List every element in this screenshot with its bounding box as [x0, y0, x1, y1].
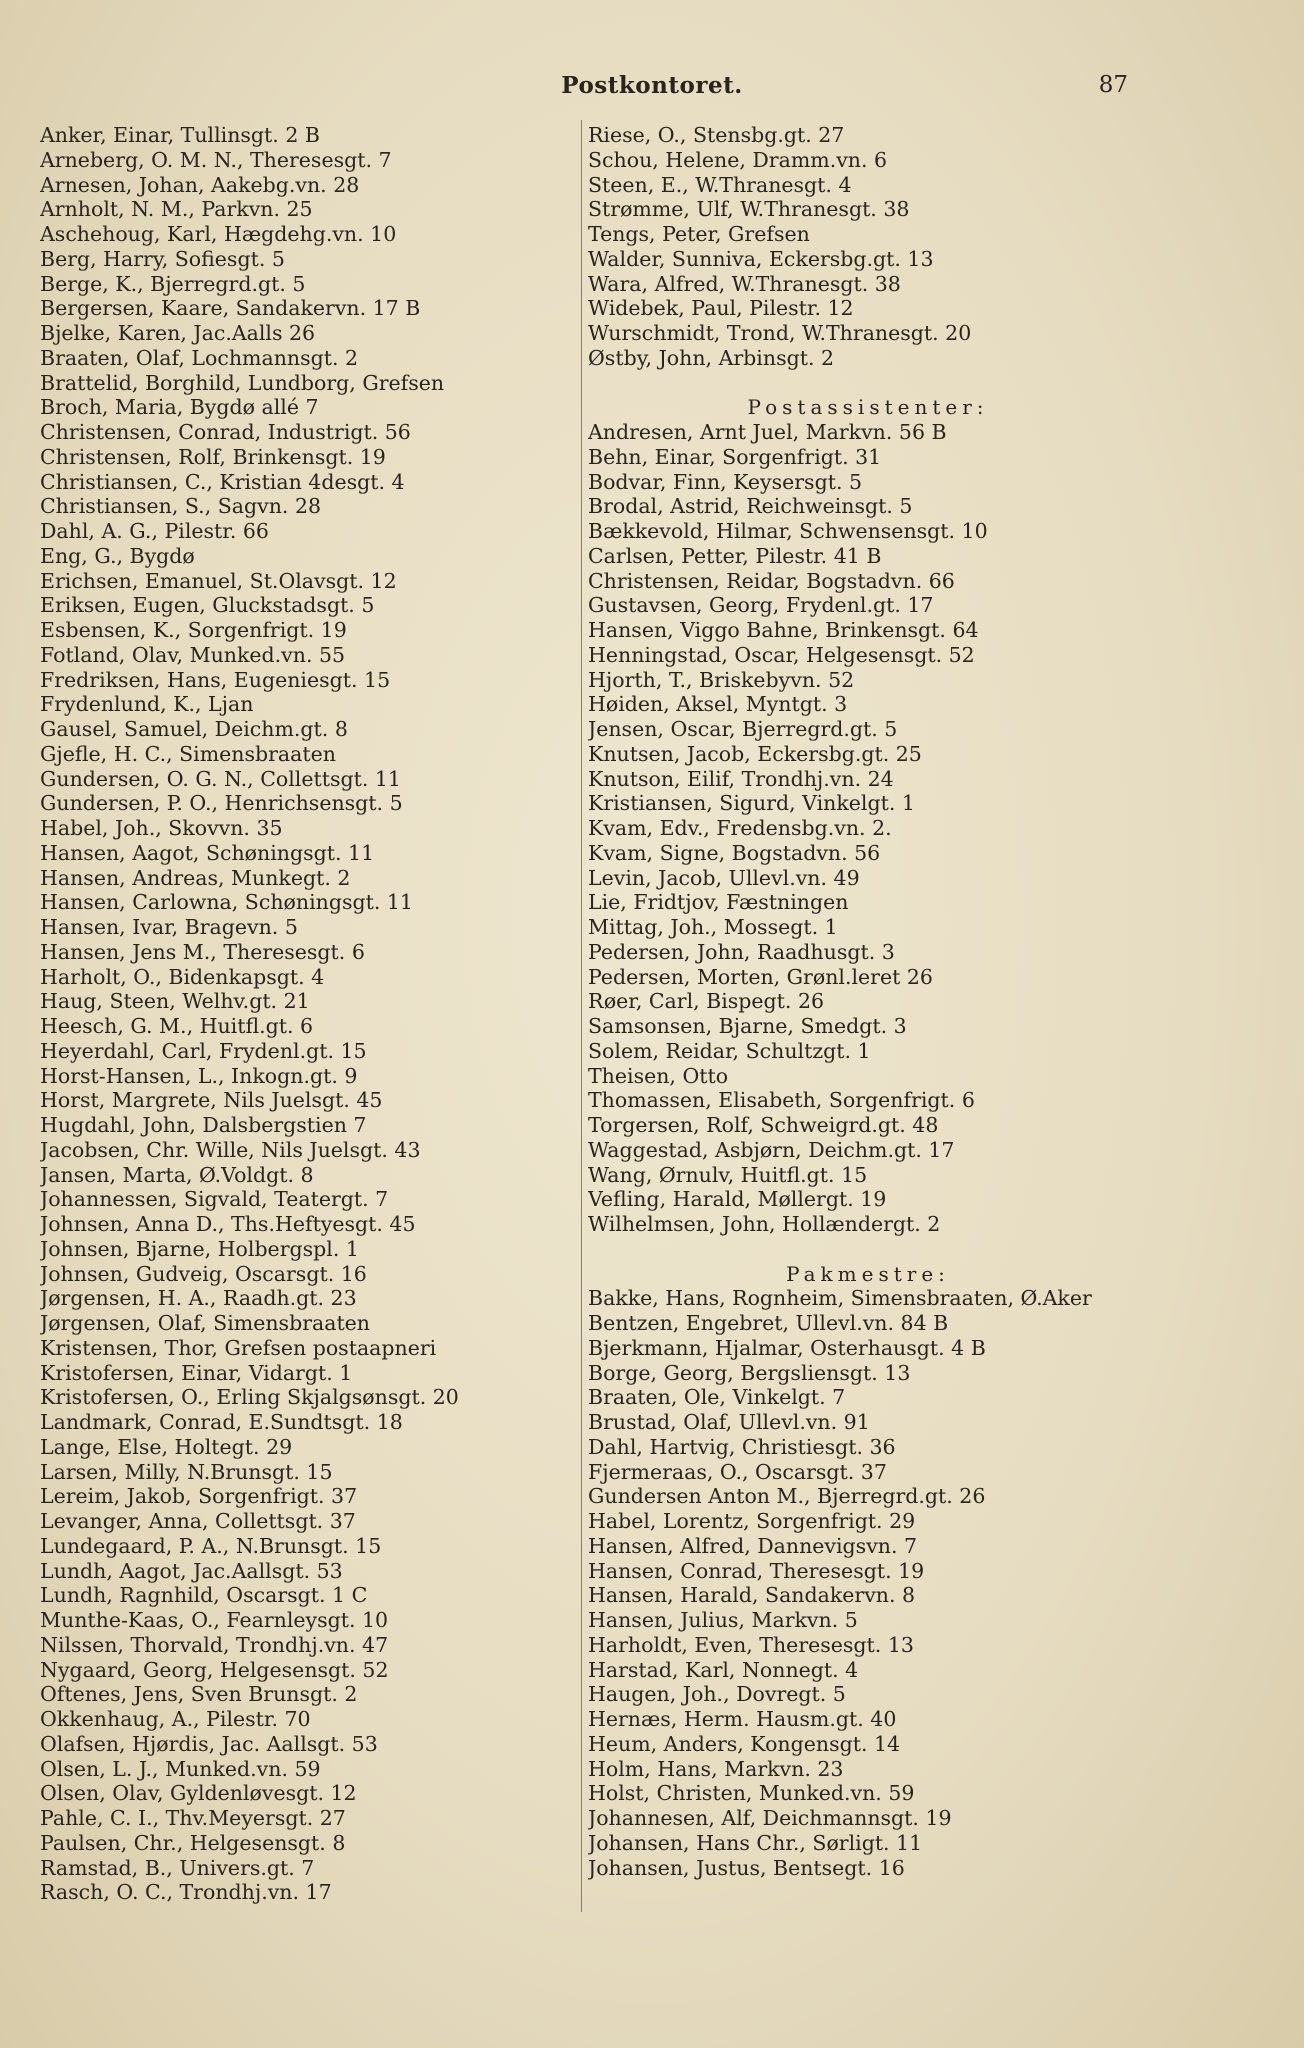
directory-entry: Paulsen, Chr., Helgesensgt. 8	[40, 1830, 346, 1855]
directory-entry: Andresen, Arnt Juel, Markvn. 56 B	[588, 420, 947, 444]
directory-entry: Thomassen, Elisabeth, Sorgenfrigt. 6	[588, 1088, 975, 1113]
directory-entry: Heesch, G. M., Huitfl.gt. 6	[40, 1014, 314, 1038]
directory-entry: Gausel, Samuel, Deichm.gt. 8	[40, 717, 348, 741]
directory-entry: Vefling, Harald, Møllergt. 19	[588, 1187, 887, 1212]
directory-entry: Johnsen, Gudveig, Oscarsgt. 16	[40, 1261, 367, 1286]
directory-entry: Horst, Margrete, Nils Juelsgt. 45	[40, 1088, 383, 1113]
directory-entry: Wilhelmsen, John, Hollændergt. 2	[588, 1212, 941, 1236]
directory-entry: Torgersen, Rolf, Schweigrd.gt. 48	[588, 1113, 939, 1137]
directory-entry: Lundegaard, P. A., N.Brunsgt. 15	[40, 1533, 382, 1558]
directory-entry: Høiden, Aksel, Myntgt. 3	[588, 692, 848, 717]
directory-entry: Kvam, Edv., Fredensbg.vn. 2.	[588, 816, 892, 840]
directory-entry: Lundh, Aagot, Jac.Aallsgt. 53	[40, 1558, 343, 1583]
directory-entry: Levanger, Anna, Collettsgt. 37	[40, 1509, 356, 1533]
directory-entry: Bergersen, Kaare, Sandakervn. 17 B	[40, 296, 421, 321]
directory-entry: Waggestad, Asbjørn, Deichm.gt. 17	[588, 1137, 955, 1162]
directory-entry: Kristofersen, O., Erling Skjalgsønsgt. 20	[40, 1385, 459, 1410]
directory-entry: Levin, Jacob, Ullevl.vn. 49	[588, 865, 860, 890]
directory-entry: Arnesen, Johan, Aakebg.vn. 28	[40, 172, 360, 197]
directory-entry: Esbensen, K., Sorgenfrigt. 19	[40, 618, 347, 642]
directory-entry: Knutson, Eilif, Trondhj.vn. 24	[588, 766, 894, 791]
directory-entry: Knutsen, Jacob, Eckersbg.gt. 25	[588, 741, 922, 766]
directory-entry: Lundh, Ragnhild, Oscarsgt. 1 C	[40, 1583, 368, 1608]
directory-entry: Bakke, Hans, Rognheim, Simensbraaten, Ø.Aker	[588, 1286, 1092, 1311]
directory-entry: Walder, Sunniva, Eckersbg.gt. 13	[588, 246, 934, 271]
directory-entry: Christensen, Rolf, Brinkensgt. 19	[40, 444, 386, 469]
directory-entry: Hjorth, T., Briskebyvn. 52	[588, 667, 855, 692]
directory-entry: Fotland, Olav, Munked.vn. 55	[40, 642, 346, 667]
directory-entry: Frydenlund, K., Ljan	[40, 692, 254, 717]
directory-entry: Jørgensen, H. A., Raadh.gt. 23	[40, 1286, 357, 1311]
column-divider	[581, 120, 582, 1912]
directory-entry: Harstad, Karl, Nonnegt. 4	[588, 1657, 859, 1682]
directory-entry: Jørgensen, Olaf, Simensbraaten	[40, 1311, 371, 1335]
directory-entry: Fjermeraas, O., Oscarsgt. 37	[588, 1459, 887, 1484]
directory-entry: Kristofersen, Einar, Vidargt. 1	[40, 1360, 353, 1385]
directory-entry: Haug, Steen, Welhv.gt. 21	[40, 989, 310, 1014]
directory-entry: Olsen, L. J., Munked.vn. 59	[40, 1756, 321, 1781]
directory-entry: Christensen, Conrad, Industrigt. 56	[40, 420, 411, 444]
directory-entry: Østby, John, Arbinsgt. 2	[588, 345, 835, 370]
directory-entry: Lange, Else, Holtegt. 29	[40, 1434, 293, 1459]
directory-entry: Wang, Ørnulv, Huitfl.gt. 15	[588, 1162, 868, 1187]
directory-entry: Hansen, Julius, Markvn. 5	[588, 1608, 858, 1632]
directory-entry: Horst-Hansen, L., Inkogn.gt. 9	[40, 1063, 358, 1088]
directory-entry: Samsonsen, Bjarne, Smedgt. 3	[588, 1014, 907, 1038]
directory-entry: Heum, Anders, Kongensgt. 14	[588, 1731, 901, 1756]
directory-entry: Johnsen, Bjarne, Holbergspl. 1	[40, 1236, 359, 1261]
directory-entry: Borge, Georg, Bergsliensgt. 13	[588, 1360, 911, 1385]
directory-entry: Carlsen, Petter, Pilestr. 41 B	[588, 543, 882, 568]
directory-entry: Munthe-Kaas, O., Fearnleysgt. 10	[40, 1608, 389, 1632]
directory-entry: Eriksen, Eugen, Gluckstadsgt. 5	[40, 593, 375, 618]
directory-entry: Hansen, Jens M., Theresesgt. 6	[40, 939, 365, 964]
directory-entry: Braaten, Olaf, Lochmannsgt. 2	[40, 345, 359, 370]
directory-entry: Lie, Fridtjov, Fæstningen	[588, 890, 849, 915]
directory-entry: Pedersen, Morten, Grønl.leret 26	[588, 964, 933, 989]
directory-entry: Aschehoug, Karl, Hægdehg.vn. 10	[40, 222, 397, 246]
directory-entry: Gundersen, P. O., Henrichsensgt. 5	[40, 791, 403, 816]
directory-entry: Holst, Christen, Munked.vn. 59	[588, 1781, 915, 1806]
continued-list	[588, 123, 1148, 371]
directory-entry: Christiansen, C., Kristian 4desgt. 4	[40, 469, 405, 494]
directory-entry: Dahl, A. G., Pilestr. 66	[40, 519, 269, 543]
directory-entry: Kristiansen, Sigurd, Vinkelgt. 1	[588, 791, 915, 816]
directory-entry: Hansen, Carlowna, Schøningsgt. 11	[40, 890, 413, 915]
directory-entry: Mittag, Joh., Mossegt. 1	[588, 915, 838, 939]
directory-entry: Bækkevold, Hilmar, Schwensensgt. 10	[588, 519, 988, 543]
postassistenter-list	[588, 420, 1148, 1237]
directory-entry: Olsen, Olav, Gyldenløvesgt. 12	[40, 1781, 357, 1806]
directory-entry: Wara, Alfred, W.Thranesgt. 38	[588, 271, 901, 296]
directory-entry: Wurschmidt, Trond, W.Thranesgt. 20	[588, 321, 972, 345]
directory-entry: Arneberg, O. M. N., Theresesgt. 7	[40, 147, 392, 172]
postassistenter-heading: Postassistenter:	[747, 395, 989, 420]
directory-entry: Johnsen, Anna D., Ths.Heftyesgt. 45	[40, 1212, 416, 1236]
directory-entry: Strømme, Ulf, W.Thranesgt. 38	[588, 197, 910, 222]
directory-entry: Brodal, Astrid, Reichweinsgt. 5	[588, 494, 913, 519]
directory-entry: Gundersen, O. G. N., Collettsgt. 11	[40, 766, 401, 791]
directory-entry: Hansen, Aagot, Schøningsgt. 11	[40, 840, 375, 865]
directory-entry: Riese, O., Stensbg.gt. 27	[588, 123, 845, 147]
directory-entry: Brattelid, Borghild, Lundborg, Grefsen	[40, 370, 445, 395]
directory-entry: Hansen, Alfred, Dannevigsvn. 7	[588, 1533, 918, 1558]
directory-entry: Behn, Einar, Sorgenfrigt. 31	[588, 444, 882, 469]
directory-entry: Harholt, O., Bidenkapsgt. 4	[40, 964, 325, 989]
directory-entry: Bjerkmann, Hjalmar, Osterhausgt. 4 B	[588, 1335, 986, 1360]
directory-entry: Dahl, Hartvig, Christiesgt. 36	[588, 1434, 896, 1459]
page-header	[0, 72, 1304, 112]
directory-entry: Hernæs, Herm. Hausm.gt. 40	[588, 1707, 897, 1731]
directory-entry: Hansen, Ivar, Bragevn. 5	[40, 915, 298, 939]
directory-entry: Kvam, Signe, Bogstadvn. 56	[588, 840, 881, 865]
directory-entry: Fredriksen, Hans, Eugeniesgt. 15	[40, 667, 391, 692]
directory-entry: Olafsen, Hjørdis, Jac. Aallsgt. 53	[40, 1731, 378, 1756]
directory-entry: Habel, Lorentz, Sorgenfrigt. 29	[588, 1509, 916, 1533]
directory-entry: Pahle, C. I., Thv.Meyersgt. 27	[40, 1806, 346, 1830]
directory-entry: Johansen, Hans Chr., Sørligt. 11	[588, 1830, 923, 1855]
directory-entry: Johansen, Justus, Bentsegt. 16	[588, 1855, 905, 1880]
directory-entry: Holm, Hans, Markvn. 23	[588, 1756, 844, 1781]
directory-entry: Landmark, Conrad, E.Sundtsgt. 18	[40, 1410, 403, 1434]
directory-entry: Tengs, Peter, Grefsen	[588, 222, 810, 246]
directory-entry: Gustavsen, Georg, Frydenl.gt. 17	[588, 593, 934, 618]
directory-entry: Broch, Maria, Bygdø allé 7	[40, 395, 319, 420]
directory-entry: Oftenes, Jens, Sven Brunsgt. 2	[40, 1682, 358, 1707]
directory-entry: Christensen, Reidar, Bogstadvn. 66	[588, 568, 955, 593]
directory-entry: Okkenhaug, A., Pilestr. 70	[40, 1707, 311, 1731]
directory-entry: Nygaard, Georg, Helgesensgt. 52	[40, 1657, 389, 1682]
directory-entry: Heyerdahl, Carl, Frydenl.gt. 15	[40, 1038, 367, 1063]
directory-entry: Braaten, Ole, Vinkelgt. 7	[588, 1385, 846, 1410]
directory-entry: Johannessen, Sigvald, Teatergt. 7	[40, 1187, 389, 1212]
directory-entry: Habel, Joh., Skovvn. 35	[40, 816, 283, 840]
directory-entry: Bjelke, Karen, Jac.Aalls 26	[40, 321, 316, 345]
directory-entry: Berg, Harry, Sofiesgt. 5	[40, 246, 285, 271]
directory-entry: Hansen, Viggo Bahne, Brinkensgt. 64	[588, 618, 979, 642]
directory-entry: Arnholt, N. M., Parkvn. 25	[40, 197, 313, 222]
directory-entry: Pedersen, John, Raadhusgt. 3	[588, 939, 895, 964]
directory-entry: Ramstad, B., Univers.gt. 7	[40, 1855, 315, 1880]
directory-entry: Schou, Helene, Dramm.vn. 6	[588, 147, 888, 172]
directory-entry: Kristensen, Thor, Grefsen postaapneri	[40, 1335, 437, 1360]
directory-entry: Jacobsen, Chr. Wille, Nils Juelsgt. 43	[40, 1137, 421, 1162]
directory-entry: Hansen, Andreas, Munkegt. 2	[40, 865, 351, 890]
directory-entry: Widebek, Paul, Pilestr. 12	[588, 296, 854, 321]
directory-entry: Bodvar, Finn, Keysersgt. 5	[588, 469, 863, 494]
directory-entry: Theisen, Otto	[588, 1063, 729, 1088]
directory-entry: Erichsen, Emanuel, St.Olavsgt. 12	[40, 568, 397, 593]
directory-entry: Johannesen, Alf, Deichmannsgt. 19	[588, 1806, 952, 1830]
directory-entry: Steen, E., W.Thranesgt. 4	[588, 172, 852, 197]
directory-entry: Berge, K., Bjerregrd.gt. 5	[40, 271, 306, 296]
directory-entry: Jensen, Oscar, Bjerregrd.gt. 5	[588, 717, 898, 741]
directory-entry: Anker, Einar, Tullinsgt. 2 B	[40, 123, 320, 147]
directory-entry: Haugen, Joh., Dovregt. 5	[588, 1682, 846, 1707]
directory-entry: Hansen, Conrad, Theresesgt. 19	[588, 1558, 925, 1583]
directory-entry: Bentzen, Engebret, Ullevl.vn. 84 B	[588, 1311, 949, 1335]
directory-entry: Hansen, Harald, Sandakervn. 8	[588, 1583, 916, 1608]
pakmestre-list	[588, 1286, 1148, 1880]
page-title: Postkontoret.	[561, 72, 743, 99]
page-number: 87	[1098, 72, 1128, 98]
directory-entry: Eng, G., Bygdø	[40, 543, 195, 568]
directory-entry: Hugdahl, John, Dalsbergstien 7	[40, 1113, 367, 1137]
directory-entry: Lereim, Jakob, Sorgenfrigt. 37	[40, 1484, 358, 1509]
directory-entry: Christiansen, S., Sagvn. 28	[40, 494, 322, 519]
directory-entry: Gundersen Anton M., Bjerregrd.gt. 26	[588, 1484, 986, 1509]
pakmestre-heading: Pakmestre:	[786, 1261, 950, 1286]
directory-entry: Henningstad, Oscar, Helgesensgt. 52	[588, 642, 975, 667]
directory-entry: Gjefle, H. C., Simensbraaten	[40, 741, 336, 766]
directory-entry: Harholdt, Even, Theresesgt. 13	[588, 1632, 914, 1657]
directory-entry: Solem, Reidar, Schultzgt. 1	[588, 1038, 871, 1063]
directory-entry: Røer, Carl, Bispegt. 26	[588, 989, 825, 1014]
directory-entry: Rasch, O. C., Trondhj.vn. 17	[40, 1880, 332, 1905]
right-column	[588, 123, 1148, 1880]
left-column	[40, 123, 580, 1905]
directory-entry: Nilssen, Thorvald, Trondhj.vn. 47	[40, 1632, 389, 1657]
directory-entry: Jansen, Marta, Ø.Voldgt. 8	[40, 1162, 314, 1187]
directory-entry: Larsen, Milly, N.Brunsgt. 15	[40, 1459, 333, 1484]
directory-entry: Brustad, Olaf, Ullevl.vn. 91	[588, 1410, 870, 1434]
